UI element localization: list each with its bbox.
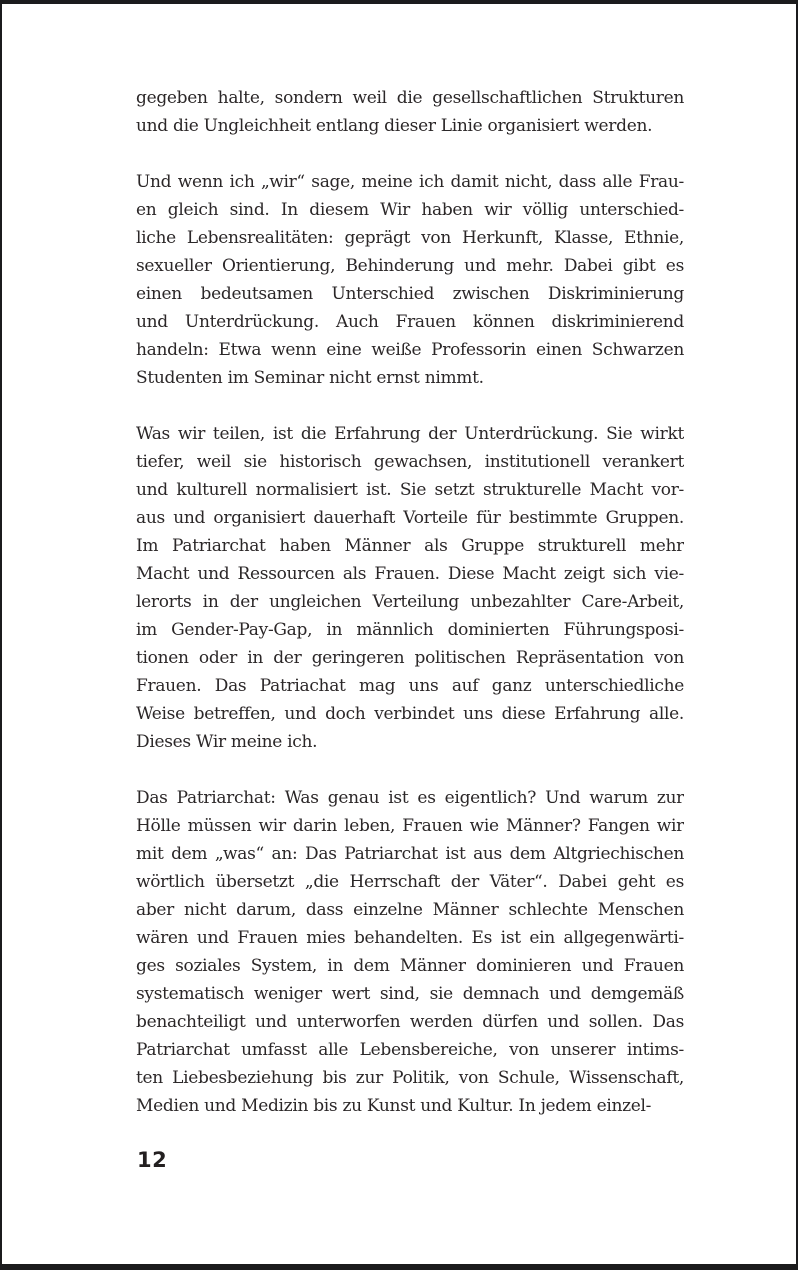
page-number: 12 [137,1148,168,1172]
text-line: tiefer, weil sie historisch gewachsen, institutionell verankert [136,452,684,472]
text-line: Weise betreffen, und doch verbindet uns diese Erfahrung alle. [136,704,684,724]
text-line: und Unterdrückung. Auch Frauen können diskriminierend [136,312,684,332]
text-line: Das Patriarchat: Was genau ist es eigentlich? Und warum zur [136,788,684,808]
text-line: mit dem „was“ an: Das Patriarchat ist aus dem Altgriechischen [136,844,684,864]
text-line: Studenten im Seminar nicht ernst nimmt. [136,368,484,388]
text-line: en gleich sind. In diesem Wir haben wir völlig unterschied- [136,200,684,220]
text-line: ten Liebesbeziehung bis zur Politik, von Schule, Wissenschaft, [136,1068,684,1088]
text-line: sexueller Orientierung, Behinderung und mehr. Dabei gibt es [136,256,684,276]
text-line: benachteiligt und unterworfen werden dürfen und sollen. Das [136,1012,684,1032]
paragraph [136,784,684,1120]
text-line: Hölle müssen wir darin leben, Frauen wie Männer? Fangen wir [136,816,684,836]
text-line: tionen oder in der geringeren politischen Repräsentation von [136,648,684,668]
text-line: ges soziales System, in dem Männer dominieren und Frauen [136,956,684,976]
text-line: lerorts in der ungleichen Verteilung unbezahlter Care-Arbeit, [136,592,684,612]
text-line: handeln: Etwa wenn eine weiße Professorin einen Schwarzen [136,340,684,360]
text-line: Patriarchat umfasst alle Lebensbereiche, von unserer intims- [136,1040,684,1060]
text-line: gegeben halte, sondern weil die gesellschaftlichen Strukturen [136,88,684,108]
text-line: einen bedeutsamen Unterschied zwischen Diskriminierung [136,284,684,304]
paragraph [136,420,684,756]
text-line: Und wenn ich „wir“ sage, meine ich damit nicht, dass alle Frau- [136,172,684,192]
text-line: im Gender-Pay-Gap, in männlich dominierten Führungsposi- [136,620,684,640]
text-line: Frauen. Das Patriachat mag uns auf ganz unterschiedliche [136,676,684,696]
text-line: Dieses Wir meine ich. [136,732,318,752]
text-line: wären und Frauen mies behandelten. Es ist ein allgegenwärti- [136,928,684,948]
text-line: wörtlich übersetzt „die Herrschaft der Väter“. Dabei geht es [136,872,684,892]
body-text [136,84,684,1120]
text-line: und die Ungleichheit entlang dieser Linie organisiert werden. [136,116,653,136]
text-line: und kulturell normalisiert ist. Sie setzt strukturelle Macht vor- [136,480,684,500]
text-line: Macht und Ressourcen als Frauen. Diese Macht zeigt sich vie- [136,564,684,584]
paragraph [136,168,684,392]
paragraph [136,84,684,140]
text-line: Was wir teilen, ist die Erfahrung der Unterdrückung. Sie wirkt [136,424,684,444]
text-line: Im Patriarchat haben Männer als Gruppe strukturell mehr [136,536,684,556]
text-line: Medien und Medizin bis zu Kunst und Kultur. In jedem einzel- [136,1096,652,1116]
text-line: systematisch weniger wert sind, sie demnach und demgemäß [136,984,684,1004]
text-line: aber nicht darum, dass einzelne Männer schlechte Menschen [136,900,684,920]
text-line: aus und organisiert dauerhaft Vorteile für bestimmte Gruppen. [136,508,684,528]
text-line: liche Lebensrealitäten: geprägt von Herkunft, Klasse, Ethnie, [136,228,684,248]
